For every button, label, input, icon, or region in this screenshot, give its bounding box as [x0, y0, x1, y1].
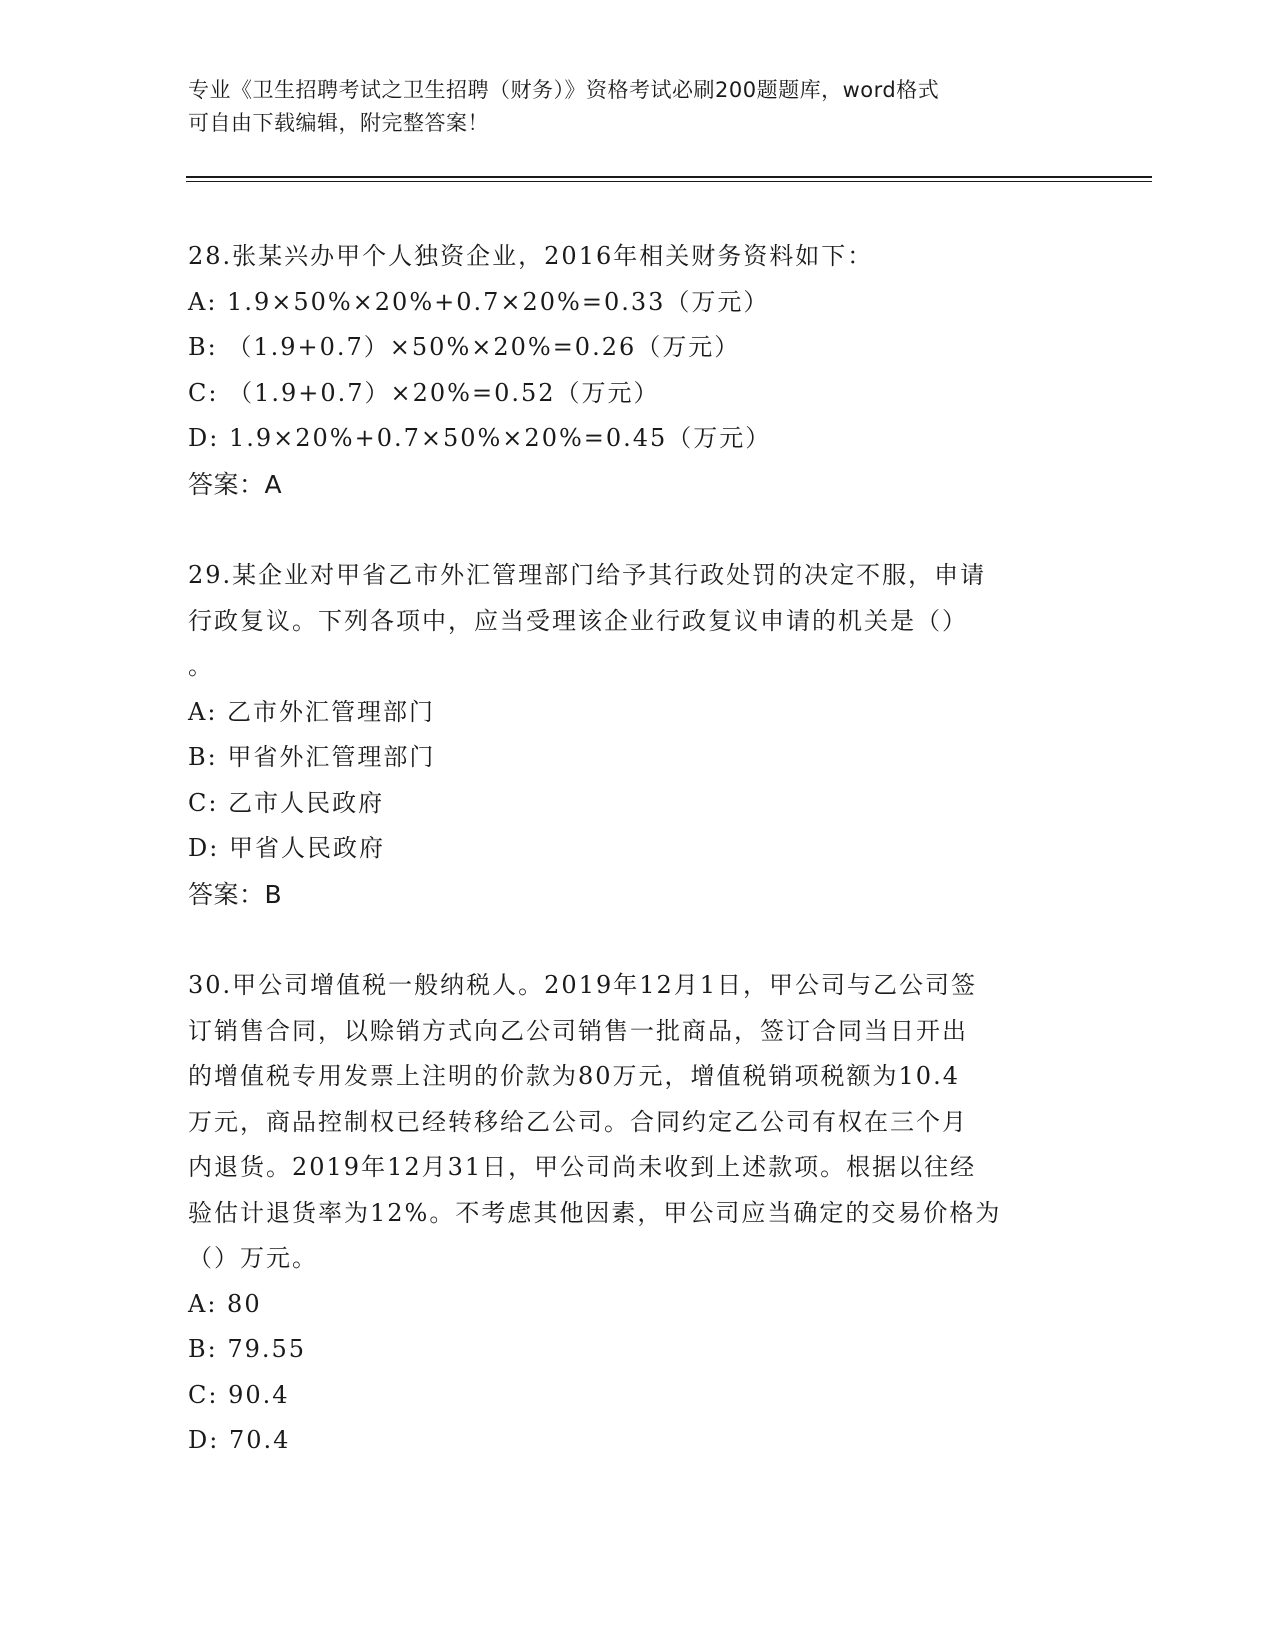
option-c: C: 90.4	[188, 1380, 290, 1409]
question-stem-line: 28.张某兴办甲个人独资企业，2016年相关财务资料如下：	[188, 242, 874, 270]
question-stem-line: 内退货。2019年12月31日，甲公司尚未收到上述款项。根据以往经	[188, 1153, 977, 1181]
option-c: C: （1.9+0.7）×20%=0.52（万元）	[188, 378, 660, 407]
question-stem-line: 的增值税专用发票上注明的价款为80万元，增值税销项税额为10.4	[188, 1062, 960, 1090]
option-b: B: 甲省外汇管理部门	[188, 743, 436, 771]
header-divider-thin	[186, 181, 1152, 182]
question-30	[188, 963, 1088, 1464]
question-stem-line: （）万元。	[188, 1244, 318, 1272]
question-29	[188, 553, 1088, 917]
question-stem-line: 。	[188, 652, 214, 680]
answer-label: 答案：B	[188, 879, 283, 909]
header-divider-thick	[186, 176, 1152, 178]
option-a: A: 乙市外汇管理部门	[188, 697, 436, 726]
question-stem-line: 订销售合同，以赊销方式向乙公司销售一批商品，签订合同当日开出	[188, 1016, 968, 1045]
question-stem-line: 29.某企业对甲省乙市外汇管理部门给予其行政处罚的决定不服，申请	[188, 561, 987, 589]
option-a: A: 1.9×50%×20%+0.7×20%=0.33（万元）	[188, 287, 770, 316]
option-d: D: 甲省人民政府	[188, 834, 385, 862]
question-list	[188, 234, 1088, 1510]
answer-label: 答案：A	[188, 469, 283, 499]
header-line-2: 可自由下载编辑，附完整答案！	[188, 111, 489, 135]
option-b: B: （1.9+0.7）×50%×20%=0.26（万元）	[188, 333, 741, 361]
option-b: B: 79.55	[188, 1335, 307, 1363]
option-a: A: 80	[188, 1289, 262, 1318]
question-stem-line: 验估计退货率为12%。不考虑其他因素，甲公司应当确定的交易价格为	[188, 1198, 1002, 1227]
document-header	[188, 74, 1088, 140]
question-stem-line: 万元，商品控制权已经转移给乙公司。合同约定乙公司有权在三个月	[188, 1107, 968, 1136]
question-28	[188, 234, 1088, 507]
question-stem-line: 30.甲公司增值税一般纳税人。2019年12月1日，甲公司与乙公司签	[188, 971, 978, 999]
option-c: C: 乙市人民政府	[188, 788, 385, 817]
header-line-1: 专业《卫生招聘考试之卫生招聘（财务）》资格考试必刷200题题库，word格式	[188, 78, 940, 102]
option-d: D: 1.9×20%+0.7×50%×20%=0.45（万元）	[188, 424, 772, 452]
question-stem-line: 行政复议。下列各项中，应当受理该企业行政复议申请的机关是（）	[188, 606, 968, 635]
option-d: D: 70.4	[188, 1426, 291, 1454]
